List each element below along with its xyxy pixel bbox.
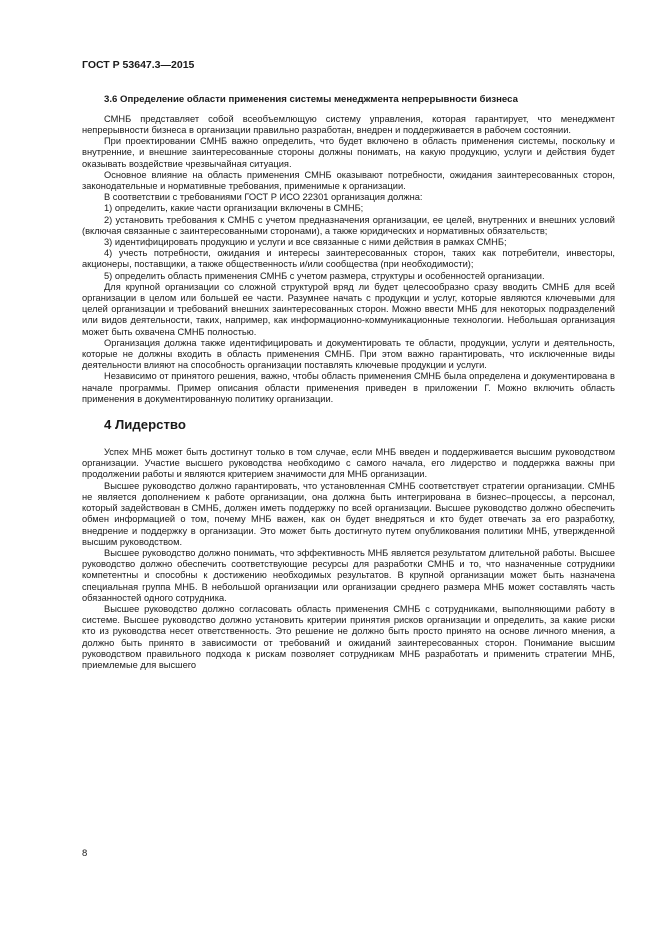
paragraph: Высшее руководство должно согласовать область применения СМНБ с сотрудниками, выполняющими работу в системе. Высшее руководство должно установить критерии принятия рисков организации и определить, за какие риски кто из руководства несет ответственность. Это решение не должно быть просто принято на основе личного мнения, а должно быть принято в зависимости от требований и ожиданий заинтересованных сторон. Понимание высшим руководством правильного подхода к рискам позволяет сотрудникам МНБ разработать и применить стратегии МНБ, приемлемые для высшего — [82, 603, 615, 670]
paragraph: При проектировании СМНБ важно определить, что будет включено в область применения системы, поскольку и внутренние, и внешние заинтересованные стороны должны понимать, на какую продукцию, услуги и действия будет оказывать воздействие чрезвычайная ситуация. — [82, 136, 615, 169]
paragraph: Основное влияние на область применения СМНБ оказывают потребности, ожидания заинтересованных сторон, законодательные и нормативные требования, применимые к организации. — [82, 169, 615, 192]
list-item: 5) определить область применения СМНБ с учетом размера, структуры и особенностей организации. — [104, 270, 545, 281]
paragraph: Высшее руководство должно понимать, что эффективность МНБ является результатом длительной работы. Высшее руководство должно обеспечить соответствующие ресурсы для разработки СМНБ и то, что назначенные сотрудники компетентны и способны к достижению необходимых результатов. В крупной организации может быть назначена специальная группа МНБ. В небольшой организации или организации среднего размера МНБ может составлять часть обязанностей одного сотрудника. — [82, 547, 615, 603]
list-item: 4) учесть потребности, ожидания и интересы заинтересованных сторон, таких как потребители, инвесторы, акционеры, поставщики, а также общественность и/или сообщества (при необходимости); — [82, 248, 615, 270]
list-item: 2) установить требования к СМНБ с учетом предназначения организации, ее целей, внутренних и внешних условий (включая связанные с заинтересованными сторонами), а также юридических и нормативных обязательств; — [82, 214, 615, 236]
list-item: 1) определить, какие части организации включены в СМНБ; — [104, 203, 364, 214]
document-page — [82, 59, 615, 671]
paragraph: Успех МНБ может быть достигнут только в том случае, если МНБ введен и поддерживается высшим руководством организации. Участие высшего руководства необходимо с самого начала, его лидерство и поддержка важны при продолжении работы и являются критерием значимости для МНБ организации. — [82, 447, 615, 480]
paragraph: Высшее руководство должно гарантировать, что установленная СМНБ соответствует стратегии организации. СМНБ не является дополнением к работе организации, она должна быть интегрирована в бизнес–процессы, а персонал, который задействован в СМНБ, должен иметь поддержку по всей организации. Высшее руководство должно обеспечить обмен информацией о том, почему МНБ важен, как он будет внедряться и кто будет отвечать за его разработку, внедрение и поддержку в организации. Это может быть достигнуто путем опубликования политики МНБ, утвержденной высшим руководством. — [82, 480, 615, 547]
list-item: 3) идентифицировать продукцию и услуги и все связанные с ними действия в рамках СМНБ; — [104, 237, 507, 248]
paragraph: СМНБ представляет собой всеобъемлющую систему управления, которая гарантирует, что менеджмент непрерывности бизнеса в организации правильно разработан, внедрен и поддерживается в рабочем состоянии. — [82, 113, 615, 135]
paragraph: Организация должна также идентифицировать и документировать те области, продукции, услуги и деятельность, которые не должны входить в область применения СМНБ. При этом важно гарантировать, что исключенные виды деятельности влияют на способность организации поставлять ключевые продукции и услуги. — [82, 337, 615, 371]
paragraph: Независимо от принятого решения, важно, чтобы область применения СМНБ была определена и документирована в начале программы. Пример описания области применения приведен в приложении Г. Можно включить область применения в документированную политику организации. — [82, 371, 615, 404]
standard-header: ГОСТ Р 53647.3—2015 — [82, 59, 195, 71]
section-4-heading: 4 Лидерство — [104, 417, 186, 433]
page-number: 8 — [82, 848, 88, 859]
paragraph: В соответствии с требованиями ГОСТ Р ИСО 22301 организация должна: — [104, 192, 423, 203]
paragraph: Для крупной организации со сложной структурой вряд ли будет целесообразно сразу вводить СМНБ для всей организации в целом или большей ее части. Разумнее начать с продукции и услуг, которые являются ключевыми для целей организации и требований внешних заинтересованных сторон. Можно ввести МНБ для некоторых подразделений или видов деятельности, таких, например, как информационно-коммуникационные технологии. Небольшая организация может быть охвачена СМНБ полностью. — [82, 281, 615, 337]
section-3-6-heading: 3.6 Определение области применения системы менеджмента непрерывности бизнеса — [104, 94, 518, 105]
